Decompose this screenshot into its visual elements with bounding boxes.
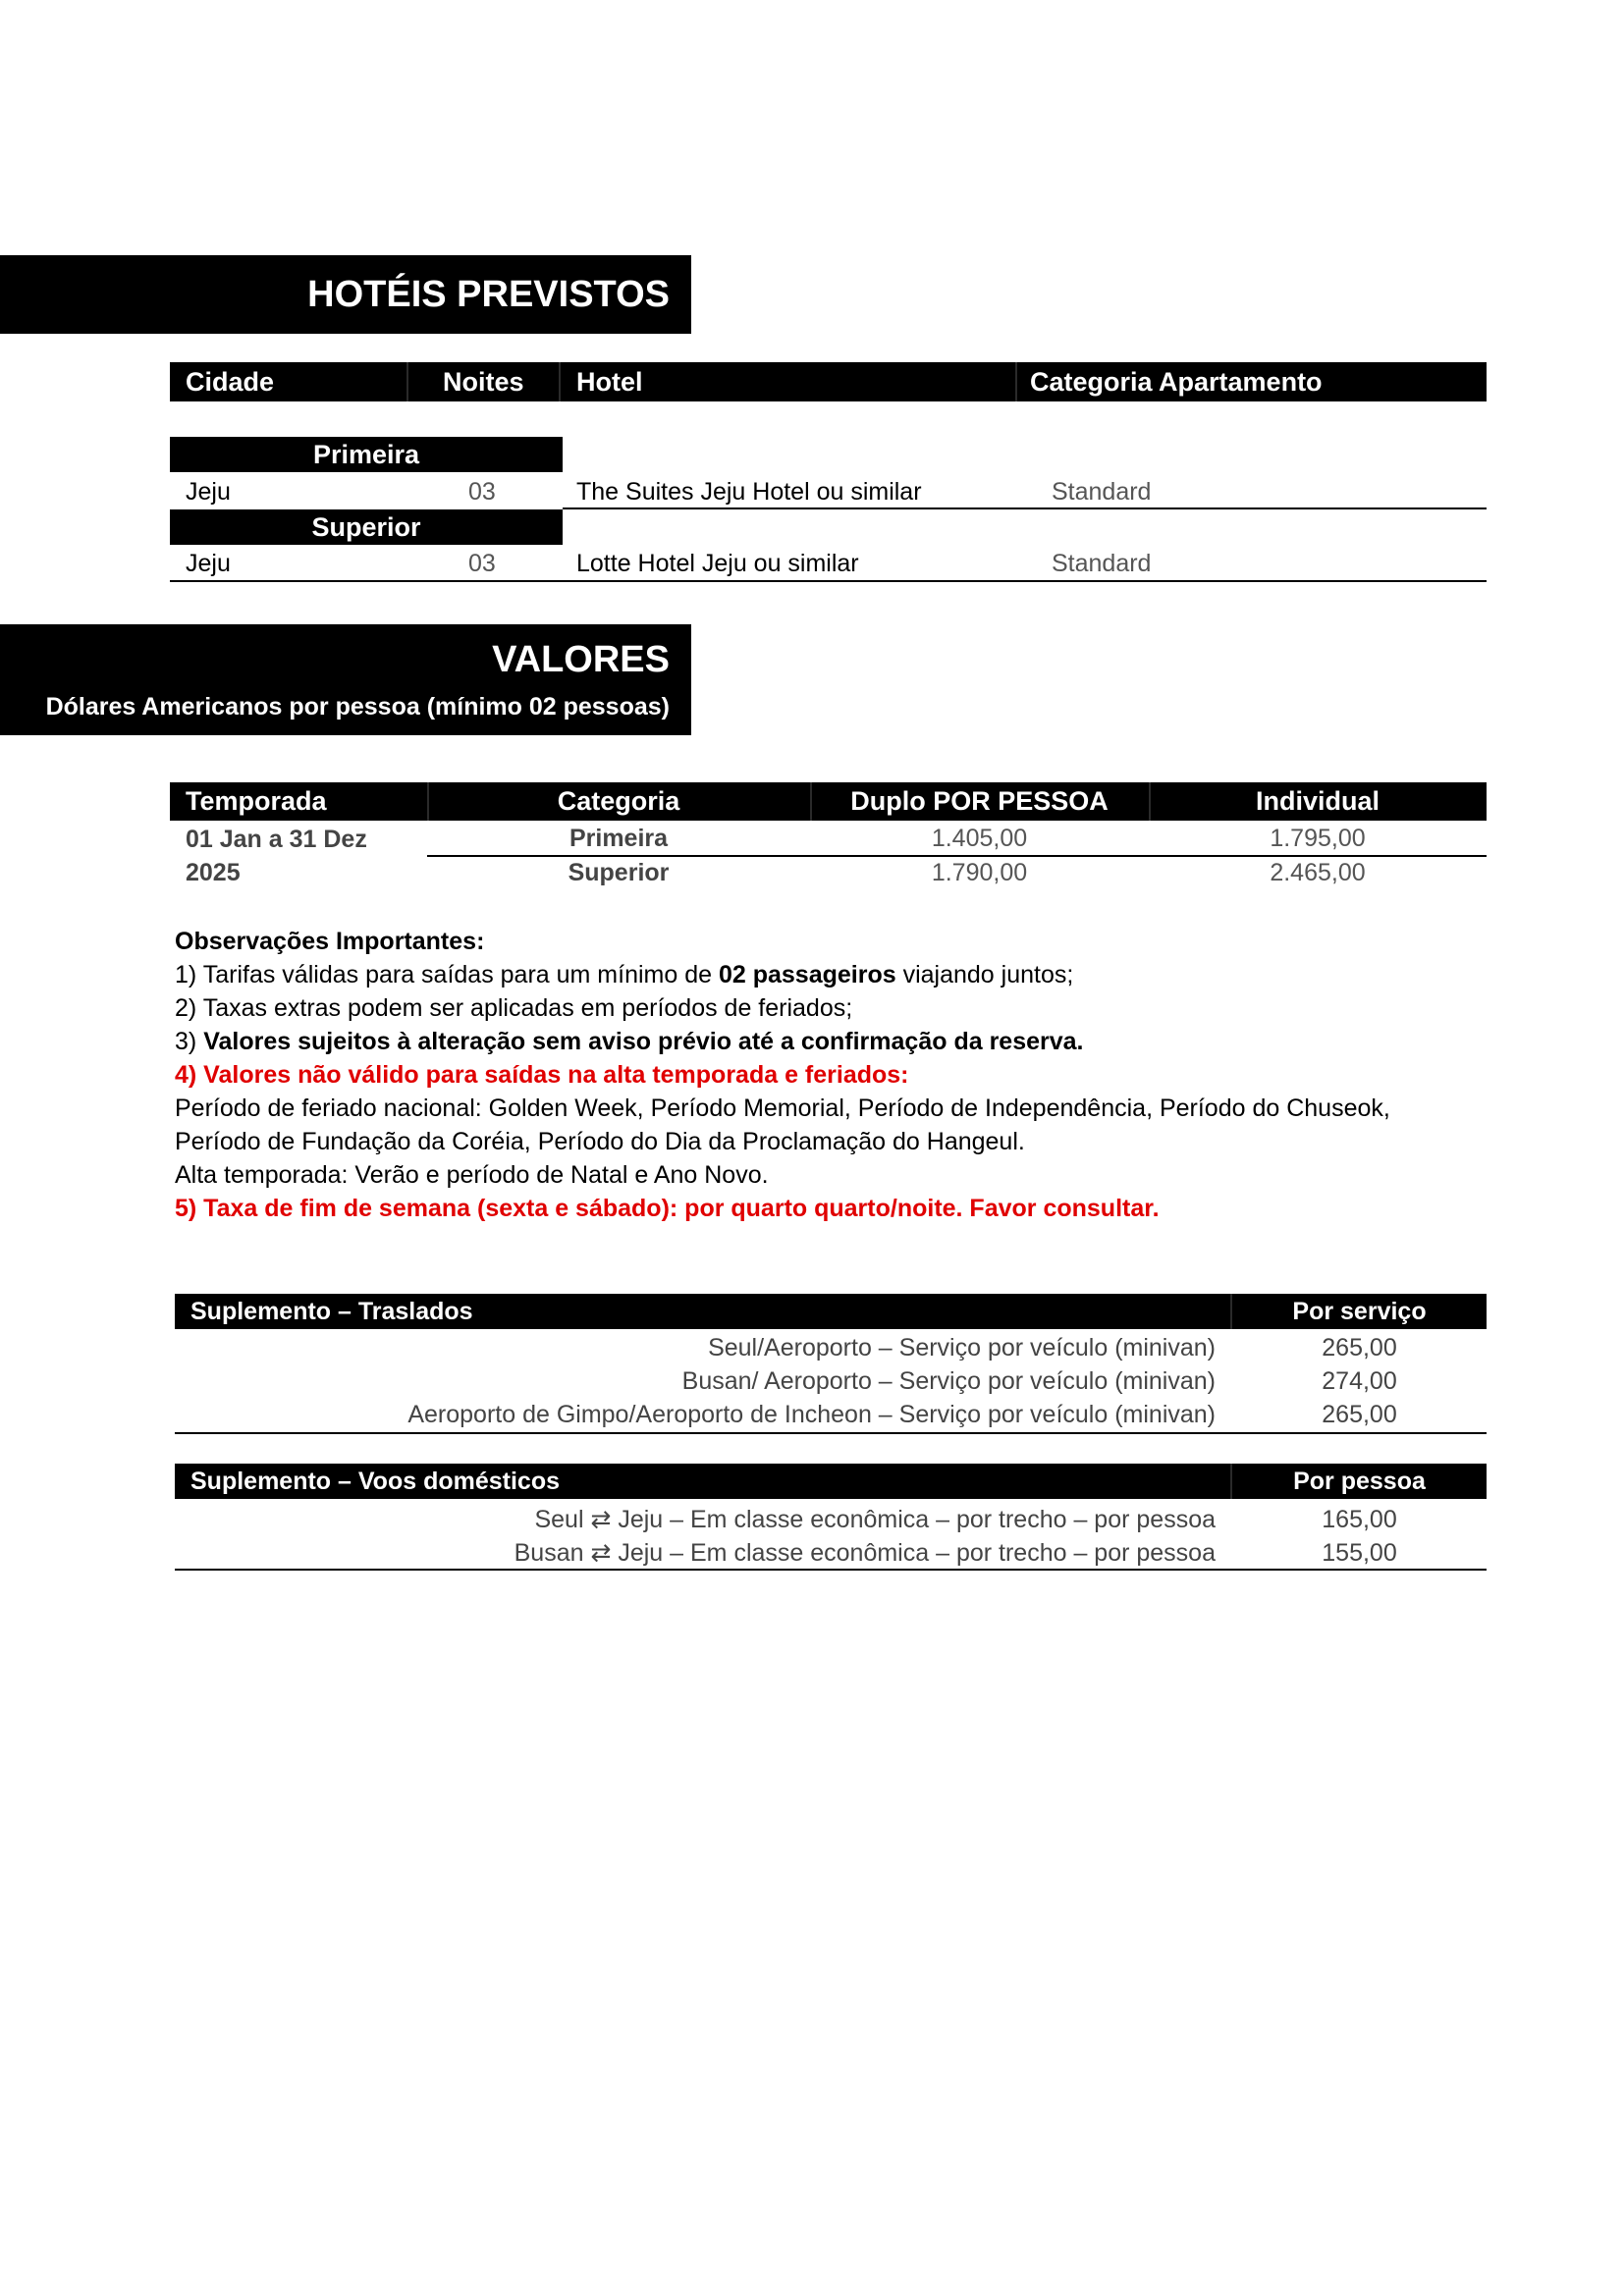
transfer-label: Aeroporto de Gimpo/Aeroporto de Incheon – Serviço por veículo (minivan) [407, 1401, 1216, 1428]
price-row-primeira [170, 822, 1487, 855]
transfer-price: 265,00 [1322, 1401, 1397, 1428]
category-label-superior: Superior [170, 509, 563, 545]
hotel-name: The Suites Jeju Hotel ou similar [576, 478, 922, 506]
obs-item-1: 1) Tarifas válidas para saídas para um mínimo de 02 passageiros viajando juntos; [175, 961, 1074, 988]
col-categoria: Categoria [557, 786, 680, 816]
room-type: Standard [1052, 550, 1152, 577]
values-title-banner [0, 624, 691, 735]
obs-item-2: 2) Taxas extras podem ser aplicadas em períodos de feriados; [175, 994, 853, 1022]
transfer-row [175, 1398, 1487, 1431]
transfers-bottom-rule [175, 1432, 1487, 1434]
col-temporada: Temporada [186, 786, 327, 816]
hotels-title-banner [0, 255, 691, 334]
transfer-row [175, 1331, 1487, 1364]
col-duplo: Duplo POR PESSOA [850, 786, 1109, 816]
city: Jeju [186, 478, 231, 506]
flight-row [175, 1536, 1487, 1570]
hotel-name: Lotte Hotel Jeju ou similar [576, 550, 859, 577]
transfer-label: Seul/Aeroporto – Serviço por veículo (minivan) [708, 1334, 1216, 1362]
transfer-label: Busan/ Aeroporto – Serviço por veículo (minivan) [681, 1367, 1216, 1395]
col-individual: Individual [1255, 786, 1380, 816]
room-type: Standard [1052, 478, 1152, 506]
col-categoria-apartamento: Categoria Apartamento [1030, 367, 1323, 397]
row-divider [170, 580, 1487, 582]
flights-price-header: Por pessoa [1293, 1468, 1426, 1495]
price-single: 2.465,00 [1270, 859, 1366, 886]
hotel-row-superior [170, 547, 1487, 580]
flight-row [175, 1503, 1487, 1536]
price-category: Primeira [568, 825, 669, 852]
col-cidade: Cidade [186, 367, 275, 397]
transfers-title: Suplemento – Traslados [190, 1298, 473, 1325]
transfer-row [175, 1364, 1487, 1398]
flight-price: 155,00 [1322, 1539, 1397, 1567]
season-year: 2025 [186, 859, 241, 886]
category-label-primeira: Primeira [170, 437, 563, 472]
hotels-table-header [170, 362, 1487, 401]
price-category: Superior [568, 859, 670, 886]
flight-label: Busan ⇄ Jeju – Em classe econômica – por trecho – por pessoa [514, 1539, 1216, 1567]
transfer-price: 265,00 [1322, 1334, 1397, 1362]
values-title: VALORES [492, 639, 670, 680]
transfers-price-header: Por serviço [1292, 1298, 1427, 1325]
price-double: 1.405,00 [931, 825, 1028, 852]
obs-holiday-line-2: Período de Fundação da Coréia, Período do Dia da Proclamação do Hangeul. [175, 1128, 1025, 1155]
transfers-header [175, 1294, 1487, 1329]
season-dates: 01 Jan a 31 Dez [186, 826, 367, 853]
city: Jeju [186, 550, 231, 577]
nights: 03 [468, 478, 496, 506]
col-noites: Noites [443, 367, 524, 397]
nights: 03 [468, 550, 496, 577]
hotels-title: HOTÉIS PREVISTOS [307, 274, 670, 315]
hotel-row-primeira [170, 475, 1487, 508]
observations [175, 925, 1490, 1225]
flight-label: Seul ⇄ Jeju – Em classe econômica – por trecho – por pessoa [534, 1506, 1216, 1533]
obs-item-4: 4) Valores não válido para saídas na alta temporada e feriados: [175, 1061, 909, 1089]
obs-item-3: 3) Valores sujeitos à alteração sem aviso prévio até a confirmação da reserva. [175, 1028, 1084, 1055]
obs-high-season: Alta temporada: Verão e período de Natal e Ano Novo. [175, 1161, 769, 1189]
row-divider [563, 507, 1487, 509]
price-row-superior [170, 856, 1487, 889]
values-subtitle: Dólares Americanos por pessoa (mínimo 02 pessoas) [45, 693, 670, 721]
flights-header [175, 1464, 1487, 1499]
obs-holiday-line-1: Período de feriado nacional: Golden Week, Período Memorial, Período de Independência, Período do Chuseok, [175, 1095, 1390, 1122]
price-single: 1.795,00 [1270, 825, 1366, 852]
flights-bottom-rule [175, 1569, 1487, 1571]
observations-title: Observações Importantes: [175, 928, 485, 955]
transfer-price: 274,00 [1322, 1367, 1397, 1395]
flights-title: Suplemento – Voos domésticos [190, 1468, 561, 1495]
obs-item-5: 5) Taxa de fim de semana (sexta e sábado): por quarto quarto/noite. Favor consultar. [175, 1195, 1160, 1222]
price-double: 1.790,00 [931, 859, 1028, 886]
flight-price: 165,00 [1322, 1506, 1397, 1533]
col-hotel: Hotel [576, 367, 643, 397]
values-table-header [170, 782, 1487, 821]
